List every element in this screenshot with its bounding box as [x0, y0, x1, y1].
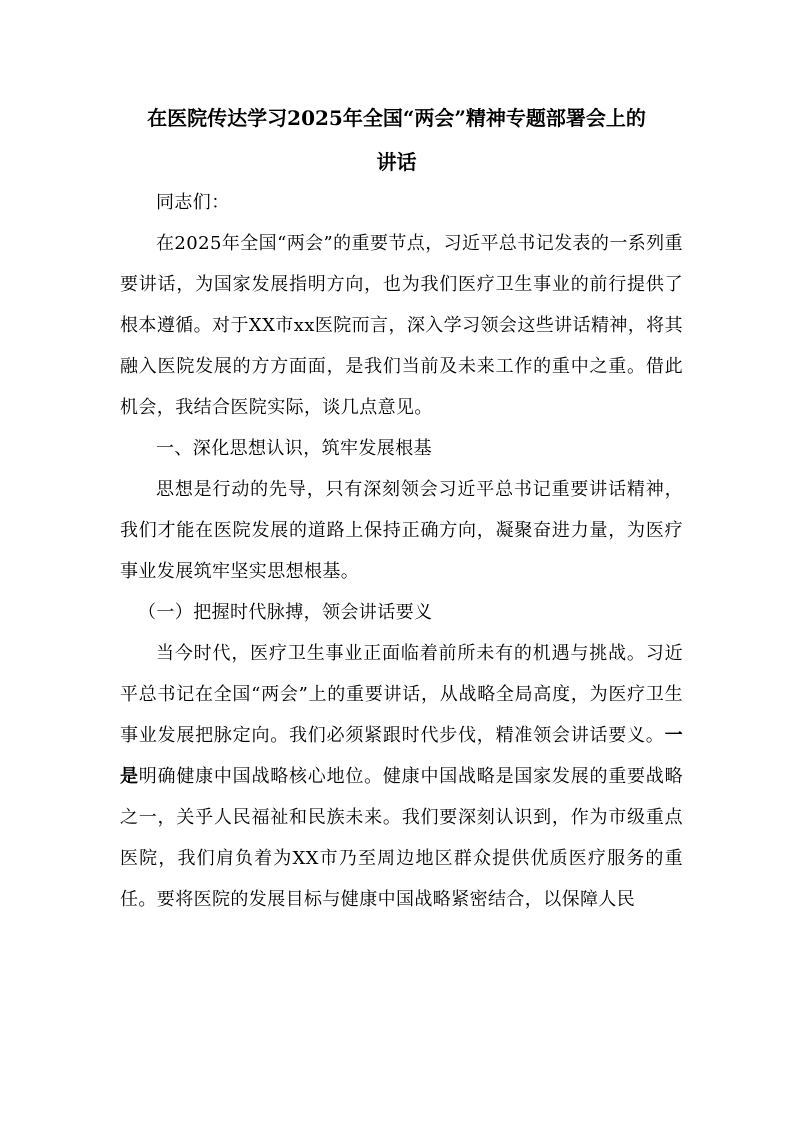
paragraph-intro: 在2025年全国“两会”的重要节点，习近平总书记发表的一系列重要讲话，为国家发展指明方向，也为我们医疗卫生事业的前行提供了根本遵循。对于XX市xx医院而言，深入学习领会这些讲话精神，将其融入医院发展的方方面面，是我们当前及未来工作的重中之重。借此机会，我结合医院实际，谈几点意见。 [120, 233, 683, 418]
section-heading-1: 一、深化思想认识，筑牢发展根基 [156, 438, 432, 459]
paragraph-subsection-1-text-a: 当今时代，医疗卫生事业正面临着前所未有的机遇与挑战。习近平总书记在全国“两会”上的重要讲话，从战略全局高度，为医疗卫生事业发展把脉定向。我们必须紧跟时代步伐，精准领会讲话要义。 [120, 643, 683, 746]
document-title-line-2: 讲话 [376, 150, 417, 174]
paragraph-subsection-1-text-b: 明确健康中国战略核心地位。健康中国战略是国家发展的重要战略之一，关乎人民福祉和民族未来。我们要深刻认识到，作为市级重点医院，我们肩负着为XX市乃至周边地区群众提供优质医疗服务的重任。要将医院的发展目标与健康中国战略紧密结合，以保障人民 [120, 766, 683, 910]
paragraph-section-1: 思想是行动的先导，只有深刻领会习近平总书记重要讲话精神，我们才能在医院发展的道路上保持正确方向，凝聚奋进力量，为医疗事业发展筑牢坚实思想根基。 [120, 479, 683, 582]
salutation: 同志们： [156, 192, 230, 213]
paragraph-subsection-1-emphasis: 一是 [120, 725, 683, 787]
document-title-line-1: 在医院传达学习2025年全国“两会”精神专题部署会上的 [147, 106, 646, 130]
document-body [120, 182, 683, 920]
paragraph-subsection-1 [120, 633, 683, 920]
subsection-heading-1: （一）把握时代脉搏，领会讲话要义 [138, 602, 433, 623]
